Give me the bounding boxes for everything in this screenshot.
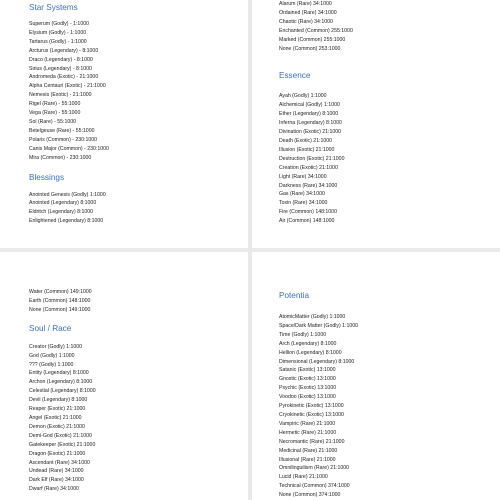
list-item: Dimensional (Legendary) 8:1000 — [279, 358, 355, 365]
list-item: Toxin (Rare) 34:1000 — [279, 200, 328, 207]
list-item: Psychic (Exotic) 13:1000 — [279, 385, 337, 392]
list-item: Alchemical (Godly) 1:1000 — [279, 102, 340, 109]
essence-list — [279, 92, 500, 226]
list-item: Dragon (Exotic) 21:1000 — [29, 450, 86, 457]
list-item: God (Godly) 1:1000 — [29, 352, 75, 359]
document-page[interactable] — [0, 0, 248, 248]
list-item: Space/Dark Matter (Godly) 1:1000 — [279, 322, 359, 329]
list-item: Satanic (Exotic) 13:1000 — [279, 367, 336, 374]
list-item: Dwarf (Rare) 34:1000 — [29, 486, 79, 493]
list-item: Necromantic (Rare) 21:1000 — [279, 438, 345, 445]
list-item: Dark Elf (Rare) 34:1000 — [29, 477, 84, 484]
list-item: Gatekeeper (Exotic) 21:1000 — [29, 441, 96, 448]
list-item: Destruction (Exotic) 21:1000 — [279, 155, 345, 162]
list-item: Angel (Exotic) 21:1000 — [29, 414, 82, 421]
list-item: Alarum (Rare) 34:1000 — [279, 1, 332, 7]
list-item: None (Common) 149:1000 — [29, 306, 91, 313]
list-item: Fire (Common) 148:1000 — [279, 209, 337, 216]
list-item: Polaris (Common) - 230:1000 — [29, 136, 98, 143]
essence-list-continued — [29, 288, 248, 315]
list-item: Draco (Legendary) - 8:1000 — [29, 56, 93, 63]
list-item: Illusional (Rare) 21:1000 — [279, 456, 336, 463]
list-item: Illusion (Exotic) 21:1000 — [279, 146, 335, 153]
list-item: Superum (Godly) - 1:1000 — [29, 21, 89, 27]
list-item: Undead (Rare) 34:1000 — [29, 468, 84, 475]
list-item: Technical (Common) 374:1000 — [279, 483, 350, 490]
list-item: Ayah (Godly) 1:1000 — [279, 93, 327, 100]
list-item: Hellion (Legendary) 8:1000 — [279, 349, 342, 356]
section-heading-soul-race: Soul / Race — [29, 323, 72, 333]
list-item: Omnilinguilism (Rare) 21:1000 — [279, 465, 350, 472]
list-item: Gas (Rare) 34:1000 — [279, 191, 325, 198]
list-item: Earth (Common) 148:1000 — [29, 297, 91, 304]
list-item: Archon (Legendary) 8:1000 — [29, 379, 93, 386]
list-item: AtomicMatter (Godly) 1:1000 — [279, 314, 346, 320]
section-heading-potentia: Potentia — [279, 291, 310, 300]
list-item: Time (Godly) 1:1000 — [279, 331, 327, 338]
list-item: Divination (Exotic) 21:1000 — [279, 129, 341, 136]
blessings-list — [29, 191, 248, 227]
list-item: Enlightened (Legendary) 8:1000 — [29, 218, 104, 225]
list-item: Arcturus (Legendary) - 8:1000 — [29, 47, 99, 54]
list-item: Sol (Rare) - 55:1000 — [29, 118, 76, 125]
list-item: Celestial (Legendary) 8:1000 — [29, 388, 96, 395]
list-item: Eldritch (Legendary) 8:1000 — [29, 209, 94, 216]
list-item: Betelgeuse (Rare) - 55:1000 — [29, 127, 95, 134]
list-item: Medicinal (Rare) 21:1000 — [279, 447, 338, 454]
list-item: ??? (Godly) 1:1000 — [29, 361, 74, 368]
list-item: Mira (Common) - 230:1000 — [29, 154, 92, 161]
list-item: Creation (Exotic) 21:1000 — [279, 164, 338, 171]
list-item: Canis Major (Common) - 230:1000 — [29, 145, 109, 152]
blessings-list-continued — [279, 0, 500, 53]
list-item: Water (Common) 149:1000 — [29, 289, 92, 295]
star-systems-list — [29, 20, 248, 163]
list-item: Hermetic (Rare) 21:1000 — [279, 429, 337, 436]
document-page[interactable] — [252, 0, 500, 248]
list-item: Inferna (Legendary) 8:1000 — [279, 120, 342, 127]
list-item: Alpha Centauri (Exotic) - 21:1000 — [29, 83, 106, 90]
list-item: Air (Common) 148:1000 — [279, 218, 335, 225]
list-item: Lucid (Rare) 21:1000 — [279, 474, 328, 481]
list-item: Vampiric (Rare) 21:1000 — [279, 420, 336, 427]
list-item: Voodoo (Exotic) 13:1000 — [279, 394, 336, 401]
list-item: Devil (Legendary) 8:1000 — [29, 397, 88, 404]
list-item: Reaper (Exotic) 21:1000 — [29, 406, 86, 413]
list-item: Enchanted (Common) 255:1000 — [279, 27, 353, 34]
list-item: Gnostic (Exotic) 13:1000 — [279, 376, 336, 383]
list-item: Elysium (Godly) - 1:1000 — [29, 29, 87, 36]
document-page[interactable] — [252, 252, 500, 500]
potentia-list — [279, 313, 500, 500]
section-heading-star-systems: Star Systems — [29, 3, 78, 12]
list-item: Darkness (Rare) 34:1000 — [279, 182, 338, 189]
list-item: Ascendant (Rare) 34:1000 — [29, 459, 90, 466]
list-item: Anointed Genesis (Godly) 1:1000 — [29, 191, 106, 198]
list-item: Ether (Legendary) 8:1000 — [279, 111, 339, 118]
list-item: None (Common) 253:1000 — [279, 45, 341, 52]
list-item: Andromeda (Exotic) - 21:1000 — [29, 74, 99, 81]
list-item: Marked (Common) 255:1000 — [279, 36, 346, 43]
list-item: Light (Rare) 34:1000 — [279, 173, 327, 180]
list-item: Chaotic (Rare) 34:1000 — [279, 18, 333, 25]
list-item: Nemesis (Exotic) - 21:1000 — [29, 92, 92, 99]
list-item: Vega (Rare) - 55:1000 — [29, 110, 81, 117]
list-item: Ordained (Rare) 34:1000 — [279, 9, 337, 16]
list-item: Entity (Legendary) 8:1000 — [29, 370, 89, 377]
list-item: Tartarus (Godly) - 1:1000 — [29, 38, 87, 45]
soul-race-list — [29, 343, 248, 494]
list-item: Demi-God (Exotic) 21:1000 — [29, 432, 92, 439]
list-item: Anointed (Legendary) 8:1000 — [29, 200, 97, 207]
list-item: None (Common) 374:1000 — [279, 492, 341, 499]
list-item: Sirius (Legendary) - 8:1000 — [29, 65, 92, 72]
list-item: Arch (Legendary) 8:1000 — [279, 340, 337, 347]
list-item: Rigel (Rare) - 55:1000 — [29, 101, 81, 108]
document-page[interactable] — [0, 252, 248, 500]
section-heading-essence: Essence — [279, 71, 311, 81]
list-item: Cryokinetic (Exotic) 13:1000 — [279, 411, 344, 418]
section-heading-blessings: Blessings — [29, 172, 65, 182]
list-item: Demon (Exotic) 21:1000 — [29, 423, 85, 430]
list-item: Death (Exotic) 21:1000 — [279, 137, 333, 144]
list-item: Pyrokinetic (Exotic) 13:1000 — [279, 403, 344, 410]
list-item: Creator (Godly) 1:1000 — [29, 343, 83, 350]
